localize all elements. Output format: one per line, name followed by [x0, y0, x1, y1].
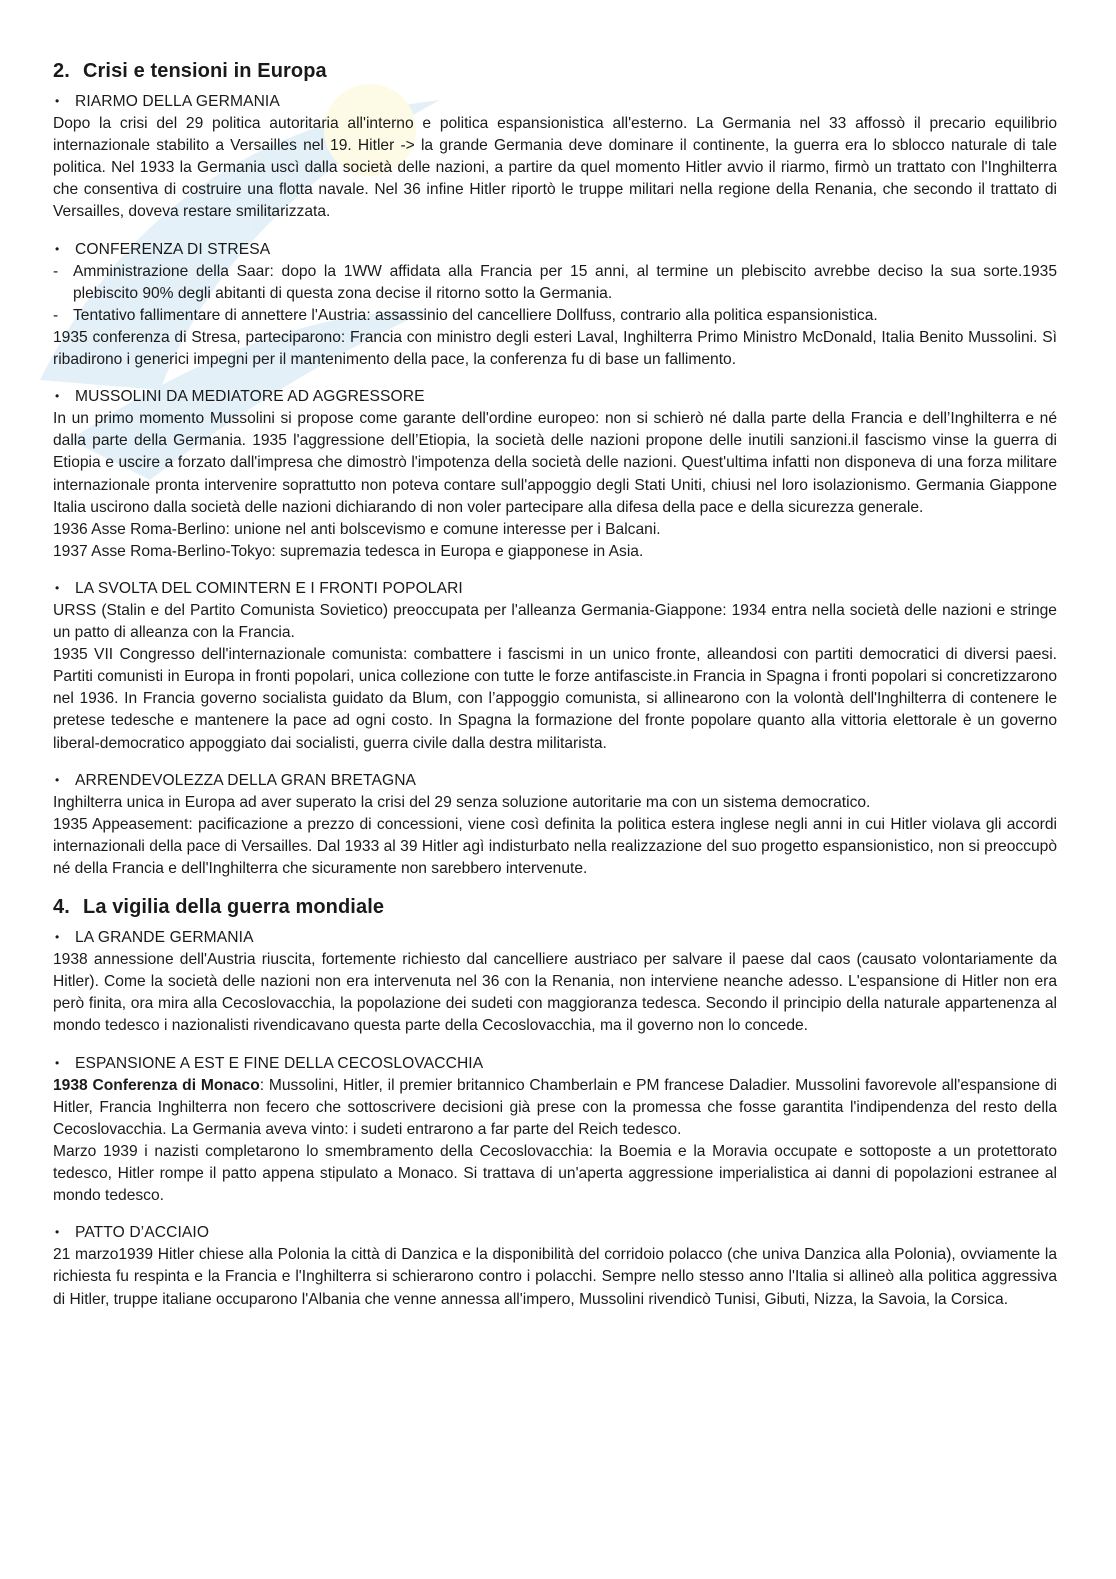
bullet-icon: • [55, 94, 60, 108]
paragraph: Dopo la crisi del 29 politica autoritaria all'interno e politica espansionistica all'esterno. La Germania nel 33 affossò il precario equilibrio internazionale stabilito a Versailles nel 19. Hitler -> la grande Germania deve dominare il continente, la guerra era lo sblocco naturale di tale politica. Nel 1933 la Germania uscì dalla società delle nazioni, a partire da quel momento Hitler avvio il riarmo, firmò un trattato con l'Inghilterra che consentiva di costruire una flotta navale. Nel 36 infine Hitler riportò le truppe militari nella regione della Renania, che secondo il trattato di Versailles, doveva restare smilitarizzata. [53, 115, 1057, 221]
paragraph: 1935 Appeasement: pacificazione a prezzo di concessioni, viene così definita la politica estera inglese negli anni in cui Hitler violava gli accordi internazionali della pace di Versailles. Dal 1933 al 39 Hitler agì indisturbato nella realizzazione del suo progetto espansionistico, non si preoccupò né della Francia e dell'Inghilterra che sicuramente non sarebbero intervenute. [53, 815, 1057, 877]
dash-item: - Amministrazione della Saar: dopo la 1WW affidata alla Francia per 15 anni, al termine un plebiscito avrebbe deciso la sua sorte.1935 plebiscito 90% degli abitanti di questa zona decise il ritorno sotto la Germania. [53, 261, 1057, 305]
section-number: 4. [53, 896, 70, 919]
subsection-heading: • CONFERENZA DI STRESA [53, 238, 1057, 261]
bullet-icon: • [55, 1225, 60, 1240]
subsection-cecoslovacchia [53, 1052, 1057, 1208]
section-title [53, 58, 1057, 84]
paragraph: 1935 VII Congresso dell'internazionale comunista: combattere i fascismi in un unico fronte, alleandosi con partiti democratici di diversi paesi. Partiti comunisti in Europa in fronti popolari, unica collezione con tutte le forze antifasciste.in Francia in Spagna i fronti popolari si concretizzarono nel 1936. In Francia governo socialista guidato da Blum, con l’appoggio comunista, si allinearono con la volontà dell'Inghilterra di contenere le pretese tedesche e mantenere la pace ad ogni costo. In Spagna la formazione del fronte popolare quanto alla vittoria elettorale è un governo liberal-democratico appoggiato dai socialisti, guerra civile dalla destra militarista. [53, 646, 1057, 752]
bullet-icon: • [55, 930, 60, 945]
section-title [53, 894, 1057, 920]
paragraph: Marzo 1939 i nazisti completarono lo smembramento della Cecoslovacchia: la Boemia e la Moravia occupate e sottoposte a un protettorato tedesco, Hitler rompe il patto appena stipulato a Monaco. Si trattava di un'aperta aggressione imperialistica ai danni di popolazioni estranee al mondo tedesco. [53, 1142, 1057, 1205]
paragraph: URSS (Stalin e del Partito Comunista Sovietico) preoccupata per l'alleanza Germania-Giappone: 1934 entra nella società delle nazioni e stringe un patto di alleanza con la Francia. [53, 601, 1057, 642]
dash-icon: - [53, 306, 59, 324]
subsection-heading: • PATTO D’ACCIAIO [53, 1221, 1057, 1244]
section-number: 2. [53, 60, 70, 82]
subsection-riarmo [53, 90, 1057, 224]
dash-icon: - [53, 262, 59, 280]
section-title-text: Crisi e tensioni in Europa [83, 60, 327, 82]
paragraph: 1936 Asse Roma-Berlino: unione nel anti bolscevismo e comune interesse per i Balcani. [53, 520, 661, 538]
subsection-heading: • LA SVOLTA DEL COMINTERN E I FRONTI POPOLARI [53, 577, 1057, 600]
subsection-heading: • ESPANSIONE A EST E FINE DELLA CECOSLOVACCHIA [53, 1052, 1057, 1075]
paragraph: In un primo momento Mussolini si propose come garante dell'ordine europeo: non si schierò né dalla parte della Francia e dell’Inghilterra e né dalla parte della Germania. 1935 l'aggressione dell’Etiopia, la società delle nazioni propone delle inutili sanzioni.il fascismo vinse la guerra di Etiopia e uscire a forzato dall'impresa che dimostrò l'impotenza della società delle nazioni. Quest'ultima infatti non disponeva di una forza militare internazionale pronta intervenire soprattutto non poteva contare sull'appoggio degli Stati Uniti, chiusi nel loro isolazionismo. Germania Giappone Italia uscirono dalla società delle nazioni dichiarando di non voler partecipare alla difesa della pace e della sicurezza generale. [53, 410, 1057, 516]
paragraph: 1938 annessione dell'Austria riuscita, fortemente richiesto dal cancelliere austriaco per salvare il paese dal caos (causato volontariamente da Hitler). Come la società delle nazioni non era intervenuta nel 36 con la Renania, non interviene neanche adesso. L'espansione di Hitler non era però finita, ora mira alla Cecoslovacchia, la popolazione dei sudeti con maggioranza tedesca. Secondo il principio della naturale appartenenza al mondo tedesco i nazionalisti rivendicavano questa parte della Cecoslovacchia, ma il governo non lo concede. [53, 951, 1057, 1035]
paragraph: 1937 Asse Roma-Berlino-Tokyo: supremazia tedesca in Europa e giapponese in Asia. [53, 542, 644, 560]
subsection-grande-germania [53, 926, 1057, 1037]
section-title-text: La vigilia della guerra mondiale [83, 896, 385, 919]
subsection-mussolini [53, 385, 1057, 563]
subsection-heading: • ARRENDEVOLEZZA DELLA GRAN BRETAGNA [53, 769, 1057, 792]
paragraph: 1935 conferenza di Stresa, parteciparono: Francia con ministro degli esteri Laval, Inghilterra Primo Ministro McDonald, Italia Benito Mussolini. Sì ribadirono i generici impegni per il mantenimento della pace, la conferenza fu di base un fallimento. [53, 328, 1057, 369]
bullet-icon: • [55, 772, 60, 787]
paragraph: 1938 Conferenza di Monaco: Mussolini, Hitler, il premier britannico Chamberlain e PM francese Daladier. Mussolini favorevole all'espansione di Hitler, Francia Inghilterra non fecero che sottoscrivere decisioni già prese con la promessa che fosse garantita l'indipendenza del resto della Cecoslovacchia. La Germania aveva vinto: i sudeti entrarono a far parte del Reich tedesco. [53, 1076, 1057, 1138]
paragraph: Inghilterra unica in Europa ad aver superato la crisi del 29 senza soluzione autoritarie ma con un sistema democratico. [53, 793, 871, 811]
subsection-heading: • RIARMO DELLA GERMANIA [53, 90, 1057, 113]
paragraph: 21 marzo1939 Hitler chiese alla Polonia la città di Danzica e la disponibilità del corridoio polacco (che univa Danzica alla Polonia), ovviamente la richiesta fu respinta e la Francia e l'Inghilterra si schierarono contro i polacchi. Sempre nello stesso anno l'Italia si allineò alla politica aggressiva di Hitler, truppe italiane occuparono l'Albania che venne annessa all'impero, Mussolini rivendicò Tunisi, Gibuti, Nizza, la Savoia, la Corsica. [53, 1246, 1057, 1308]
document-content [53, 58, 1057, 1311]
subsection-gran-bretagna [53, 769, 1057, 880]
subsection-heading: • LA GRANDE GERMANIA [53, 926, 1057, 949]
bold-lead: 1938 Conferenza di Monaco [53, 1076, 260, 1094]
subsection-heading: • MUSSOLINI DA MEDIATORE AD AGGRESSORE [53, 385, 1057, 408]
subsection-stresa [53, 238, 1057, 372]
bullet-icon: • [55, 580, 60, 595]
subsection-comintern [53, 577, 1057, 755]
bullet-icon: • [55, 241, 60, 256]
dash-item: - Tentativo fallimentare di annettere l'Austria: assassinio del cancelliere Dollfuss, contrario alla politica espansionistica. [53, 305, 1057, 327]
bullet-icon: • [55, 1055, 60, 1070]
subsection-patto-acciaio [53, 1221, 1057, 1310]
bullet-icon: • [55, 389, 60, 404]
